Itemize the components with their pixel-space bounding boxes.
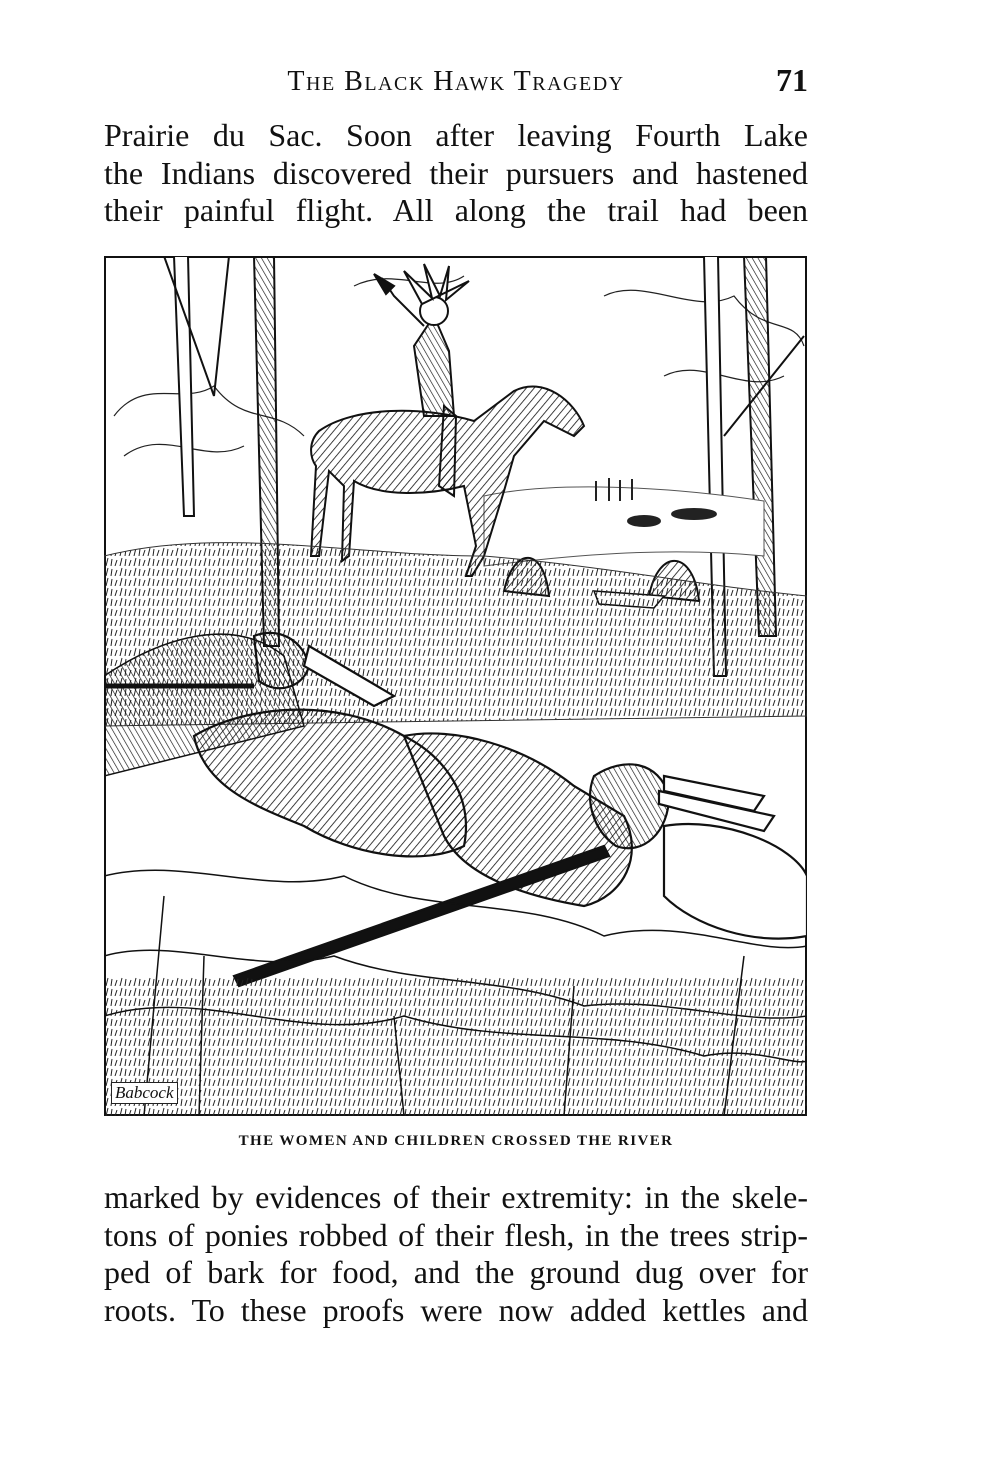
artist-signature: Babcock [111, 1082, 178, 1104]
illustration [104, 256, 807, 1116]
text-line: ped of bark for food, and the ground dug over for [104, 1254, 808, 1290]
text-line: marked by evidences of their extremity: in the skele- [104, 1179, 808, 1215]
body-text-top [104, 117, 808, 230]
text-line: roots. To these proofs were now added kettles and [104, 1291, 808, 1328]
body-text-bottom [104, 1179, 808, 1329]
page-number: 71 [776, 62, 808, 98]
text-line: the Indians discovered their pursuers and hastened [104, 154, 808, 191]
text-line: Prairie du Sac. Soon after leaving Fourth Lake [104, 117, 808, 153]
text-line: their painful flight. All along the trail had been [104, 192, 808, 228]
illustration-drawing [104, 256, 807, 1116]
text-line: tons of ponies robbed of their flesh, in the trees strip- [104, 1216, 808, 1253]
running-head [104, 62, 808, 102]
illustration-caption: THE WOMEN AND CHILDREN CROSSED THE RIVER [238, 1133, 674, 1149]
running-title: The Black Hawk Tragedy [287, 66, 625, 97]
